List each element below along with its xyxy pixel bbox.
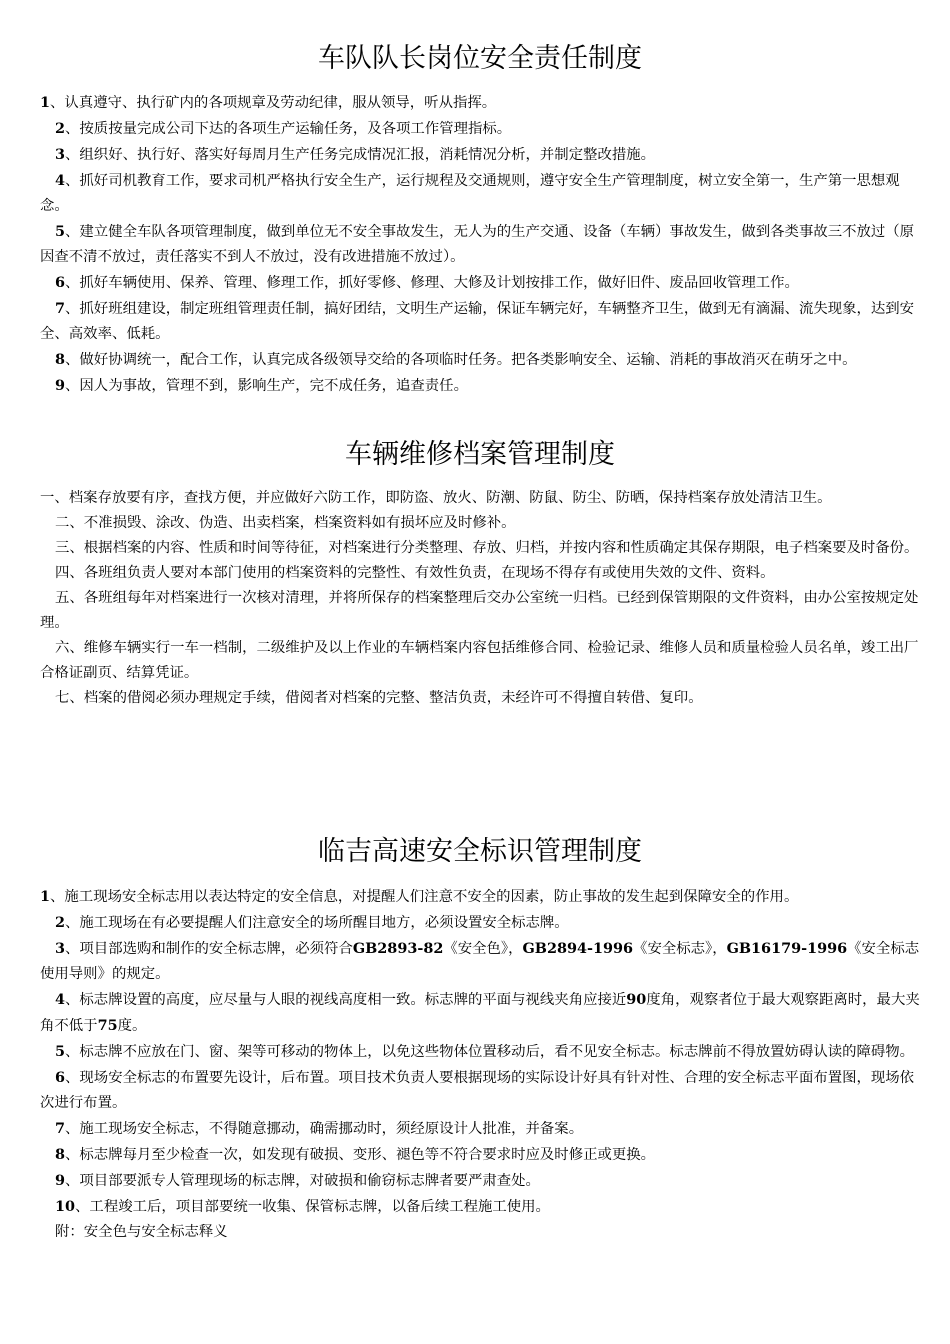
list-item: 二、不准损毁、涂改、伪造、出卖档案，档案资料如有损坏应及时修补。 (55, 515, 516, 531)
list-item: 9、因人为事故，管理不到，影响生产，完不成任务，追查责任。 (55, 377, 468, 394)
list-item: 3、项目部选购和制作的安全标志牌，必须符合GB2893-82《安全色》，GB2894-1996《安全标志》，GB16179-1996《安全标志使用导则》的规定。 (40, 940, 920, 982)
list-item: 4、标志牌设置的高度，应尽量与人眼的视线高度相一致。标志牌的平面与视线夹角应接近90度角，观察者位于最大观察距离时，最大夹角不低于75度。 (40, 991, 920, 1034)
list-item: 1、认真遵守、执行矿内的各项规章及劳动纪律，服从领导，听从指挥。 (40, 94, 497, 111)
list-item: 2、按质按量完成公司下达的各项生产运输任务，及各项工作管理指标。 (55, 120, 512, 137)
list-item: 7、施工现场安全标志，不得随意挪动，确需挪动时，须经原设计人批准，并备案。 (55, 1120, 584, 1137)
list-item: 六、维修车辆实行一车一档制，二级维护及以上作业的车辆档案内容包括维修合同、检验记录、维修人员和质量检验人员名单，竣工出厂合格证副页、结算凭证。 (40, 640, 919, 681)
list-item: 四、各班组负责人要对本部门使用的档案资料的完整性、有效性负责，在现场不得存有或使用失效的文件、资料。 (55, 565, 775, 581)
list-item: 4、抓好司机教育工作，要求司机严格执行安全生产，运行规程及交通规则，遵守安全生产管理制度，树立安全第一，生产第一思想观念。 (40, 172, 900, 214)
section-title: 临吉高速安全标识管理制度 (318, 836, 642, 867)
appendix-note: 附：安全色与安全标志释义 (55, 1224, 228, 1240)
list-item: 3、组织好、执行好、落实好每周月生产任务完成情况汇报，消耗情况分析，并制定整改措施。 (55, 146, 656, 163)
list-item: 8、做好协调统一，配合工作，认真完成各级领导交给的各项临时任务。把各类影响安全、运输、消耗的事故消灭在萌牙之中。 (55, 351, 857, 368)
list-item: 1、施工现场安全标志用以表达特定的安全信息，对提醒人们注意不安全的因素，防止事故的发生起到保障安全的作用。 (40, 888, 799, 905)
list-item: 8、标志牌每月至少检查一次，如发现有破损、变形、褪色等不符合要求时应及时修正或更换。 (55, 1146, 656, 1163)
section-title: 车队队长岗位安全责任制度 (318, 43, 642, 74)
section-body (40, 90, 925, 399)
list-item: 5、建立健全车队各项管理制度，做到单位无不安全事故发生，无人为的生产交通、设备（车辆）事故发生，做到各类事故三不放过（原因查不清不放过，责任落实不到人不放过，没有改进措施不放过）。 (40, 223, 915, 265)
list-item: 7、抓好班组建设，制定班组管理责任制，搞好团结，文明生产运输，保证车辆完好，车辆整齐卫生，做到无有滴漏、流失现象，达到安全、高效率、低耗。 (40, 300, 915, 342)
list-item: 10、工程竣工后，项目部要统一收集、保管标志牌，以备后续工程施工使用。 (55, 1198, 550, 1215)
list-item: 6、现场安全标志的布置要先设计，后布置。项目技术负责人要根据现场的实际设计好具有针对性、合理的安全标志平面布置图，现场依次进行布置。 (40, 1069, 915, 1111)
section-body (40, 486, 925, 711)
section-title: 车辆维修档案管理制度 (345, 439, 615, 470)
list-item: 一、档案存放要有序，查找方便，并应做好六防工作，即防盗、放火、防潮、防鼠、防尘、防晒，保持档案存放处清洁卫生。 (40, 490, 832, 506)
list-item: 6、抓好车辆使用、保养、管理、修理工作，抓好零修、修理、大修及计划按排工作，做好旧件、废品回收管理工作。 (55, 274, 799, 291)
list-item: 5、标志牌不应放在门、窗、架等可移动的物体上，以免这些物体位置移动后，看不见安全标志。标志牌前不得放置妨碍认读的障碍物。 (55, 1043, 915, 1060)
list-item: 七、档案的借阅必须办理规定手续，借阅者对档案的完整、整洁负责，未经许可不得擅自转借、复印。 (55, 690, 703, 706)
section-body (40, 884, 925, 1245)
list-item: 9、项目部要派专人管理现场的标志牌，对破损和偷窃标志牌者要严肃查处。 (55, 1172, 540, 1189)
list-item: 五、各班组每年对档案进行一次核对清理，并将所保存的档案整理后交办公室统一归档。已经到保管期限的文件资料，由办公室按规定处理。 (40, 590, 919, 631)
list-item: 2、施工现场在有必要提醒人们注意安全的场所醒目地方，必须设置安全标志牌。 (55, 914, 569, 931)
list-item: 三、根据档案的内容、性质和时间等待征，对档案进行分类整理、存放、归档，并按内容和性质确定其保存期限，电子档案要及时备份。 (55, 540, 919, 556)
